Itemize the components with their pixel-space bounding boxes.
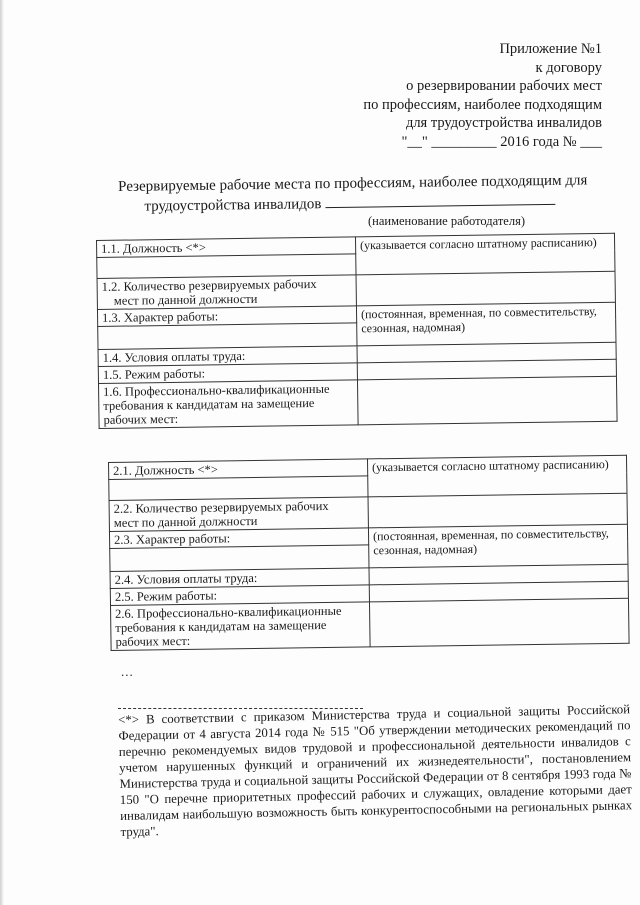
s1-position-value: (указывается согласно штатному расписанию) xyxy=(355,233,615,275)
s1-count-value xyxy=(356,271,615,306)
appendix-subject: о резервировании рабочих мест xyxy=(406,78,602,94)
s1-qual-label: 1.6. Профессионально-квалификационные требования к кандидатам на замещение рабочих мест: xyxy=(99,380,359,429)
s2-count-value xyxy=(368,493,627,528)
s1-qual-value xyxy=(357,376,617,425)
s2-position-value: (указывается согласно штатному расписанию) xyxy=(367,455,627,497)
s2-worktype-value: (постоянная, временная, по совместительству, сезонная, надомная) xyxy=(368,524,628,568)
appendix-professions: по профессиям, наиболее подходящим xyxy=(363,96,602,113)
s2-qual-value xyxy=(369,598,629,647)
s2-worktype-label: 2.3. Характер работы: xyxy=(109,528,368,549)
appendix-number: Приложение №1 xyxy=(499,41,602,57)
scan-edge xyxy=(0,0,4,905)
section-2-table xyxy=(108,455,630,651)
s1-worktype-label: 1.3. Характер работы: xyxy=(97,306,356,327)
employer-blank xyxy=(325,191,555,208)
s2-position-label: 2.1. Должность <*> xyxy=(109,459,368,480)
continuation-ellipsis: ... xyxy=(121,664,134,679)
table-row xyxy=(99,376,618,428)
s2-pay-label: 2.4. Условия оплаты труда: xyxy=(110,568,369,589)
s1-worktype-value: (постоянная, временная, по совместительству, сезонная, надомная) xyxy=(356,302,616,346)
footnote: <*> В соответствии с приказом Министерства труда и социальной защиты Российской Федерации от 4 августа 2014 года № 515 "Об утверждении методических рекомендаций по перечню рекомендуемых видов трудовой и профессиональной деятельности инвалидов с учетом нарушенных функций и ограничений их жизнедеятельности", постановлением Министерства труда и социальной защиты Российской Федерации от 8 сентября 1993 года № 150 "О перечне приоритетных профессий рабочих и служащих, овладение которыми дает инвалидам наибольшую возможность быть конкурентоспособными на региональных рынках труда". xyxy=(118,702,633,839)
s2-count-label: 2.2. Количество резервируемых рабочих мест по данной должности xyxy=(109,497,368,532)
s1-position-label: 1.1. Должность <*> xyxy=(97,237,356,258)
appendix-date: "__" _________ 2016 года № ___ xyxy=(401,133,602,150)
appendix-employment: для трудоустройства инвалидов xyxy=(405,115,602,131)
s1-schedule-label: 1.5. Режим работы: xyxy=(98,363,357,384)
s2-schedule-label: 2.5. Режим работы: xyxy=(110,585,369,606)
s2-qual-label: 2.6. Профессионально-квалификационные требования к кандидатам на замещение рабочих мест: xyxy=(111,602,371,651)
appendix-header xyxy=(302,40,602,151)
section-1-table xyxy=(96,233,618,429)
employer-caption: (наименование работодателя) xyxy=(368,214,526,228)
s1-pay-label: 1.4. Условия оплаты труда: xyxy=(98,346,357,367)
s1-count-label: 1.2. Количество резервируемых рабочих мест по данной должности xyxy=(97,275,356,310)
table-row xyxy=(111,598,630,650)
document-title xyxy=(118,171,598,217)
title-line-2-text: трудоустройства инвалидов xyxy=(144,196,322,215)
title-line-1: Резервируемые рабочие места по профессиям, наиболее подходящим для xyxy=(118,172,588,195)
appendix-contract: к договору xyxy=(535,59,602,76)
